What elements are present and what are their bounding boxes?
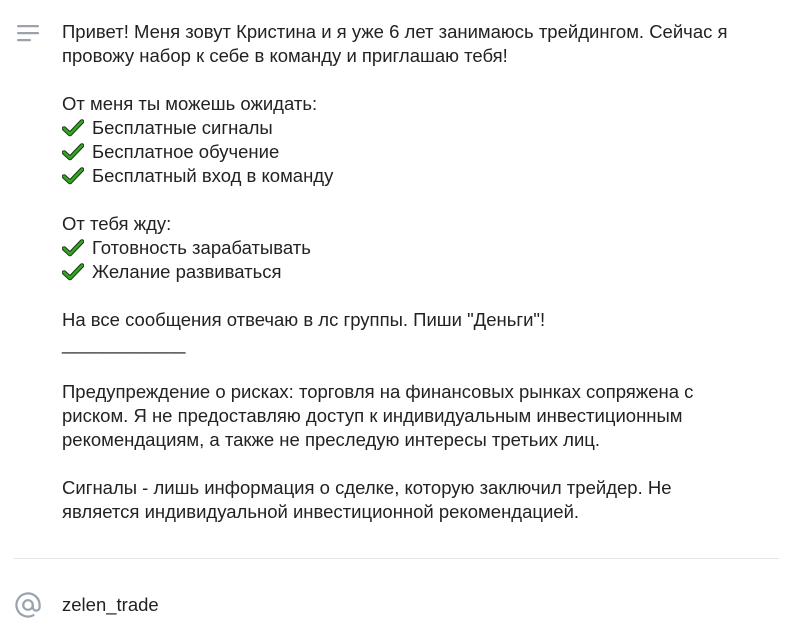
text-separator: ____________ bbox=[62, 333, 186, 354]
signals-disclaimer-line: является индивидуальной инвестиционной рекомендацией. bbox=[62, 501, 580, 522]
list-item bbox=[62, 236, 782, 260]
risk-warning-line: Предупреждение о рисках: торговля на финансовых рынках сопряжена с bbox=[62, 381, 694, 402]
list-item-label: Готовность зарабатывать bbox=[92, 237, 311, 258]
list-item-label: Бесплатные сигналы bbox=[92, 117, 273, 138]
contact-username[interactable]: zelen_trade bbox=[62, 594, 159, 615]
group-description bbox=[62, 20, 782, 524]
risk-warning-line: риском. Я не предоставляю доступ к индивидуальным инвестиционным bbox=[62, 405, 683, 426]
green-checkmark-icon bbox=[62, 167, 84, 185]
list-item-label: Желание развиваться bbox=[92, 261, 282, 282]
list-item bbox=[62, 260, 782, 284]
intro-line: Привет! Меня зовут Кристина и я уже 6 лет занимаюсь трейдингом. Сейчас я bbox=[62, 21, 728, 42]
expect-heading: От меня ты можешь ожидать: bbox=[62, 93, 318, 114]
green-checkmark-icon bbox=[62, 263, 84, 281]
list-item-label: Бесплатное обучение bbox=[92, 141, 280, 162]
list-item bbox=[62, 116, 782, 140]
divider bbox=[14, 558, 779, 559]
signals-disclaimer-line: Сигналы - лишь информация о сделке, которую заключил трейдер. Не bbox=[62, 477, 672, 498]
green-checkmark-icon bbox=[62, 239, 84, 257]
reply-line: На все сообщения отвечаю в лс группы. Пиши "Деньги"! bbox=[62, 309, 546, 330]
intro-line: провожу набор к себе в команду и приглашаю тебя! bbox=[62, 45, 508, 66]
at-sign-icon bbox=[14, 591, 42, 619]
risk-warning-line: рекомендациям, а также не преследую интересы третьих лиц. bbox=[62, 429, 601, 450]
green-checkmark-icon bbox=[62, 143, 84, 161]
list-item-label: Бесплатный вход в команду bbox=[92, 165, 334, 186]
list-item bbox=[62, 140, 782, 164]
list-item bbox=[62, 164, 782, 188]
wait-heading: От тебя жду: bbox=[62, 213, 172, 234]
green-checkmark-icon bbox=[62, 119, 84, 137]
menu-lines-icon bbox=[17, 24, 39, 44]
